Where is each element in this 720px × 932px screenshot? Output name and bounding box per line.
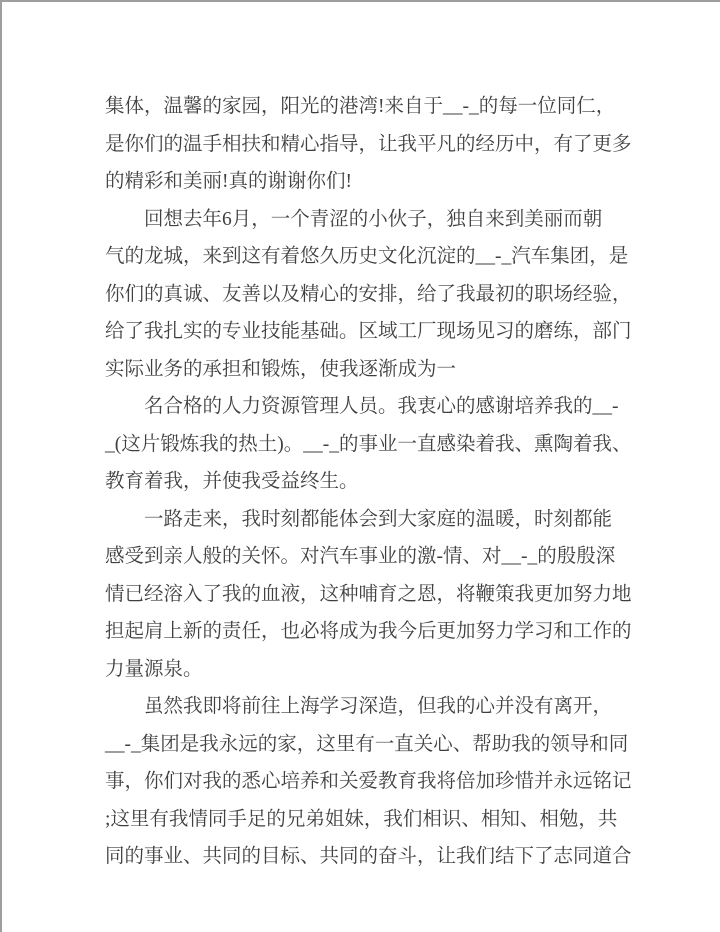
text-line: __-_集团是我永远的家，这里有一直关心、帮助我的领导和同 <box>105 733 629 755</box>
text-line: 教育着我，并使我受益终生。 <box>105 471 359 492</box>
text-line: 力量源泉。 <box>105 658 203 680</box>
text-line: 集体，温馨的家园，阳光的港湾!来自于__-_的每一位同仁， <box>105 96 616 117</box>
text-line: 同的事业、共同的目标、共同的奋斗，让我们结下了志同道合 <box>105 846 632 867</box>
text-line: 情已经溶入了我的血液，这种哺育之恩，将鞭策我更加努力地 <box>105 583 632 605</box>
text-line: 事，你们对我的悉心培养和关爱教育我将倍加珍惜并永远铭记 <box>105 771 632 792</box>
text-line: 的精彩和美丽!真的谢谢你们! <box>105 171 352 192</box>
text-line: 一路走来，我时刻都能体会到大家庭的温暖，时刻都能 <box>144 508 613 530</box>
text-line: 是你们的温手相扶和精心指导，让我平凡的经历中，有了更多 <box>105 133 632 155</box>
text-line: 气的龙城，来到这有着悠久历史文化沉淀的__-_汽车集团，是 <box>105 246 629 267</box>
text-line: 担起肩上新的责任，也必将成为我今后更加努力学习和工作的 <box>105 621 632 642</box>
text-line: 虽然我即将前往上海学习深造，但我的心并没有离开， <box>144 696 613 717</box>
text-line: 实际业务的承担和锻炼，使我逐渐成为一 <box>105 358 457 380</box>
text-line: 名合格的人力资源管理人员。我衷心的感谢培养我的__- <box>144 396 619 417</box>
letter-body <box>105 88 637 876</box>
text-line: 给了我扎实的专业技能基础。区域工厂现场见习的磨练，部门 <box>105 321 632 342</box>
text-line: ;这里有我情同手足的兄弟姐妹，我们相识、相知、相勉，共 <box>105 808 618 830</box>
text-line: 回想去年6月，一个青涩的小伙子，独自来到美丽而朝 <box>144 208 603 230</box>
text-line: _(这片锻炼我的热土)。__-_的事业一直感染着我、熏陶着我、 <box>105 433 632 455</box>
text-line: 你们的真诚、友善以及精心的安排，给了我最初的职场经验， <box>105 283 632 305</box>
text-line: 感受到亲人般的关怀。对汽车事业的激-情、对__-_的殷殷深 <box>105 546 616 567</box>
